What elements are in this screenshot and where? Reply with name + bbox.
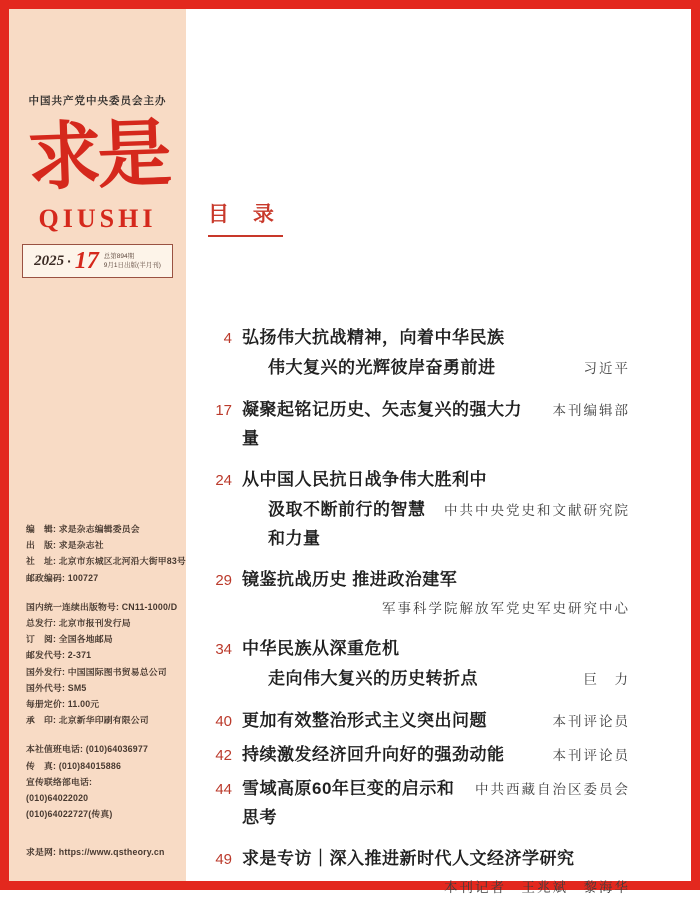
toc-entry-author-row <box>208 874 630 901</box>
toc-entry-title: 走向伟大复兴的历史转折点 <box>268 669 478 688</box>
toc-entry-author: 本刊编辑部 <box>552 403 630 418</box>
issue-publish-date: 9月1日出版(半月刊) <box>103 262 161 269</box>
toc-page-number: 24 <box>215 472 232 489</box>
toc-page-number: 42 <box>215 747 232 764</box>
issue-year: 2025 <box>34 252 65 269</box>
toc-entry <box>208 740 630 770</box>
colophon-line: 订 阅: 全国各地邮局 <box>26 634 113 645</box>
toc-entry-title: 求是专访｜深入推进新时代人文经济学研究 <box>242 849 575 868</box>
colophon-line: 国内统一连续出版物号: CN11-1000/D <box>26 601 178 612</box>
issue-box <box>22 244 173 278</box>
colophon-line: 国外代号: SM5 <box>26 682 87 693</box>
toc-page-number: 49 <box>215 851 232 868</box>
toc-entry-author: 本刊评论员 <box>552 714 630 729</box>
issue-meta <box>104 252 161 270</box>
toc-entry-author: 军事科学院解放军党史军史研究中心 <box>382 601 630 616</box>
toc-entry-author: 中共西藏自治区委员会 <box>475 782 630 797</box>
colophon-line: 编 辑: 求是杂志编辑委员会 <box>26 524 140 534</box>
issue-number: 17 <box>74 247 99 274</box>
toc-entry-title: 中华民族从深重危机 <box>242 639 400 658</box>
toc-entry-row <box>208 353 630 383</box>
toc-entry-title: 更加有效整治形式主义突出问题 <box>242 711 487 730</box>
toc-entry <box>208 323 630 383</box>
toc-entry <box>208 844 630 901</box>
toc-entry-row <box>208 395 630 453</box>
colophon-line: 社 址: 北京市东城区北河沿大街甲83号 <box>26 556 186 567</box>
toc-page-number: 44 <box>215 781 232 798</box>
qiushi-logo-latin: QIUSHI <box>38 204 157 233</box>
colophon-block <box>26 599 180 729</box>
toc-entry-author: 本刊评论员 <box>552 748 630 763</box>
colophon-line: 总发行: 北京市报刊发行局 <box>26 618 131 629</box>
toc-entry-row <box>208 774 630 832</box>
toc-main-area <box>186 9 691 895</box>
sidebar <box>9 9 186 881</box>
colophon-block <box>26 844 180 860</box>
masthead-sponsor-line: 中国共产党中央委员会主办 <box>28 95 167 107</box>
toc-entry-row <box>208 844 630 874</box>
toc-entry-author-row <box>208 595 630 622</box>
toc-entry-title: 从中国人民抗日战争伟大胜利中 <box>242 470 487 489</box>
toc-entry-row <box>208 664 630 694</box>
toc-entry-title: 伟大复兴的光辉彼岸奋勇前进 <box>268 358 496 377</box>
toc-entry-row <box>208 323 630 353</box>
toc-entry-author: 中共中央党史和文献研究院 <box>444 503 630 518</box>
toc-page-number: 4 <box>223 330 232 347</box>
toc-entry-row <box>208 465 630 495</box>
toc-page-number: 34 <box>215 641 232 658</box>
colophon-line: (010)64022727(传真) <box>26 809 113 820</box>
toc-entry <box>208 774 630 832</box>
toc-entry-row <box>208 495 630 553</box>
toc-entry-title: 凝聚起铭记历史、矢志复兴的强大力量 <box>242 400 522 448</box>
toc-entry-author: 巨 力 <box>583 672 630 687</box>
toc-entry-title: 雪域高原60年巨变的启示和思考 <box>242 779 455 827</box>
colophon-line: 求是网: https://www.qstheory.cn <box>26 847 165 858</box>
toc-entry <box>208 634 630 694</box>
colophon-line: 本社值班电话: (010)64036977 <box>26 744 149 755</box>
toc-entry <box>208 465 630 553</box>
colophon-line: 邮发代号: 2-371 <box>26 650 92 661</box>
toc-entry-row <box>208 634 630 664</box>
toc-entry-author: 本刊记者 王兆斌 黎海华 <box>444 880 630 895</box>
toc-page-number: 40 <box>215 713 232 730</box>
issue-total-number: 总第894期 <box>103 253 135 260</box>
toc-entry <box>208 565 630 622</box>
colophon-block <box>26 741 180 822</box>
toc-page-number: 29 <box>215 572 232 589</box>
qiushi-logo-calligraphy: 求是 <box>26 110 169 202</box>
colophon-line: 出 版: 求是杂志社 <box>26 540 104 551</box>
toc-entry-author: 习近平 <box>583 361 630 376</box>
colophon-line: 承 印: 北京新华印刷有限公司 <box>26 715 149 726</box>
toc-entry-title: 弘扬伟大抗战精神，向着中华民族 <box>242 328 505 347</box>
colophon-block <box>26 521 186 586</box>
page-inner <box>9 9 691 895</box>
toc-entry <box>208 706 630 736</box>
toc-entry-title: 镜鉴抗战历史 推进政治建军 <box>242 570 458 589</box>
toc-entry-row <box>208 565 630 595</box>
colophon-line: (010)64022020 <box>26 793 89 804</box>
colophon-line: 国外发行: 中国国际图书贸易总公司 <box>26 666 167 677</box>
toc-entries <box>208 323 630 901</box>
toc-entry-row <box>208 706 630 736</box>
toc-entry <box>208 395 630 453</box>
toc-title: 目 录 <box>208 198 283 237</box>
toc-entry-title: 持续激发经济回升向好的强劲动能 <box>242 745 505 764</box>
toc-page-number: 17 <box>215 402 232 419</box>
colophon-line: 每册定价: 11.00元 <box>26 699 100 710</box>
toc-entry-row <box>208 740 630 770</box>
colophon-line: 邮政编码: 100727 <box>26 572 99 583</box>
toc-entry-title: 汲取不断前行的智慧和力量 <box>268 500 426 548</box>
colophon-line: 宣传联络部电话: <box>26 776 93 787</box>
issue-separator-dot: · <box>67 253 72 269</box>
colophon <box>26 521 186 874</box>
colophon-line: 传 真: (010)84015886 <box>26 760 122 771</box>
